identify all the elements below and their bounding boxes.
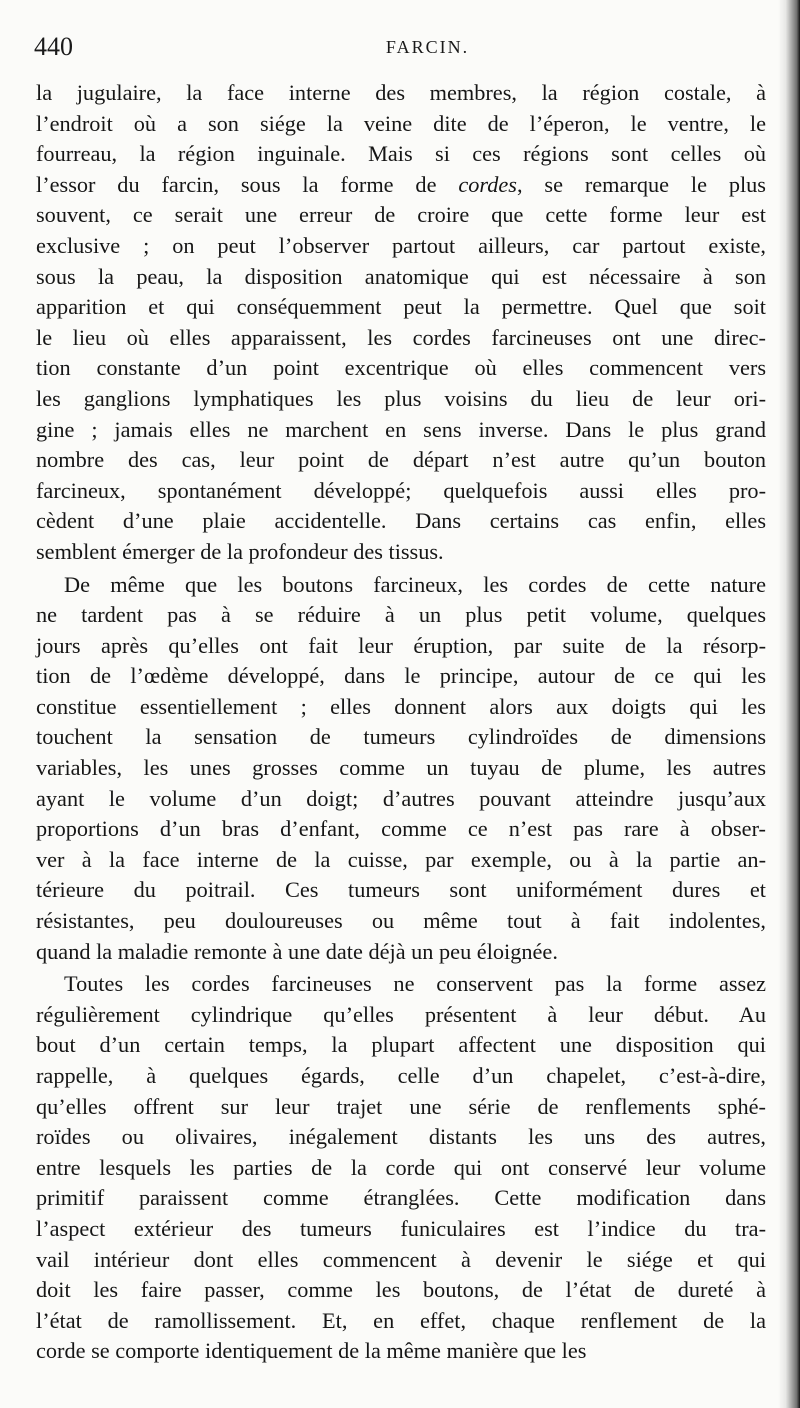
- text-line: constitue essentiellement ; elles donnent alors aux doigts qui les: [36, 693, 766, 719]
- body-text: [36, 78, 766, 1367]
- text-line: fourreau, la région inguinale. Mais si ces régions sont celles où: [36, 141, 766, 167]
- text-line: primitif paraissent comme étranglées. Cette modification dans: [36, 1185, 766, 1211]
- text-line: térieure du poitrail. Ces tumeurs sont uniformément dures et: [36, 877, 766, 903]
- text-line: corde se comporte identiquement de la même manière que les: [36, 1338, 587, 1364]
- text-line: semblent émerger de la profondeur des tissus.: [36, 538, 444, 564]
- text-line: cèdent d’une plaie accidentelle. Dans certains cas enfin, elles: [36, 508, 766, 534]
- paragraph: [36, 570, 766, 968]
- text-line: l’essor du farcin, sous la forme de cordes, se remarque le plus: [36, 171, 766, 197]
- text-line: ne tardent pas à se réduire à un plus petit volume, quelques: [36, 602, 766, 628]
- text-line: exclusive ; on peut l’observer partout ailleurs, car partout existe,: [36, 232, 766, 258]
- text-line: qu’elles offrent sur leur trajet une série de renflements sphé-: [36, 1093, 766, 1119]
- text-line: nombre des cas, leur point de départ n’est autre qu’un bouton: [36, 447, 766, 473]
- page-header: [30, 30, 765, 64]
- text-line: apparition et qui conséquemment peut la permettre. Quel que soit: [36, 294, 766, 320]
- text-line: résistantes, peu douloureuses ou même tout à fait indolentes,: [36, 908, 766, 934]
- running-head: FARCIN.: [385, 37, 470, 57]
- text-line: roïdes ou olivaires, inégalement distants les uns des autres,: [36, 1124, 766, 1150]
- text-line: entre lesquels les parties de la corde qui ont conservé leur volume: [36, 1154, 766, 1180]
- text-line: tion de l’œdème développé, dans le principe, autour de ce qui les: [36, 663, 766, 689]
- text-line: gine ; jamais elles ne marchent en sens inverse. Dans le plus grand: [36, 416, 766, 442]
- text-line: l’état de ramollissement. Et, en effet, chaque renflement de la: [36, 1307, 766, 1333]
- page-number: 440: [34, 32, 73, 61]
- text-line: Toutes les cordes farcineuses ne conservent pas la forme assez: [64, 971, 766, 997]
- text-line: les ganglions lymphatiques les plus voisins du lieu de leur ori-: [36, 385, 766, 411]
- text-line: souvent, ce serait une erreur de croire que cette forme leur est: [36, 202, 766, 228]
- text-line: sous la peau, la disposition anatomique qui est nécessaire à son: [36, 263, 766, 289]
- text-line: doit les faire passer, comme les boutons, de l’état de dureté à: [36, 1277, 766, 1303]
- text-line: variables, les unes grosses comme un tuyau de plume, les autres: [36, 755, 766, 781]
- text-line: quand la maladie remonte à une date déjà un peu éloignée.: [36, 938, 558, 964]
- text-line: l’aspect extérieur des tumeurs funiculaires est l’indice du tra-: [36, 1215, 766, 1241]
- paragraph: [36, 78, 766, 568]
- text-line: rappelle, à quelques égards, celle d’un chapelet, c’est-à-dire,: [36, 1063, 766, 1088]
- text-line: jours après qu’elles ont fait leur éruption, par suite de la résorp-: [36, 632, 766, 658]
- paragraph: [36, 969, 766, 1367]
- text-line: farcineux, spontanément développé; quelquefois aussi elles pro-: [36, 477, 766, 503]
- text-line: vail intérieur dont elles commencent à devenir le siége et qui: [36, 1246, 766, 1272]
- page-edge-shadow: [778, 0, 800, 1408]
- text-line: proportions d’un bras d’enfant, comme ce n’est pas rare à obser-: [36, 816, 766, 842]
- text-line: ayant le volume d’un doigt; d’autres pouvant atteindre jusqu’aux: [36, 785, 766, 811]
- text-line: tion constante d’un point excentrique où elles commencent vers: [36, 355, 766, 381]
- text-line: le lieu où elles apparaissent, les cordes farcineuses ont une direc-: [36, 324, 766, 350]
- text-line: la jugulaire, la face interne des membres, la région costale, à: [36, 80, 766, 105]
- text-line: De même que les boutons farcineux, les cordes de cette nature: [64, 571, 766, 597]
- text-line: l’endroit où a son siége la veine dite de l’éperon, le ventre, le: [36, 110, 766, 136]
- text-line: régulièrement cylindrique qu’elles présentent à leur début. Au: [36, 1001, 766, 1027]
- text-line: ver à la face interne de la cuisse, par exemple, ou à la partie an-: [36, 846, 766, 872]
- text-line: touchent la sensation de tumeurs cylindroïdes de dimensions: [36, 724, 766, 750]
- text-line: bout d’un certain temps, la plupart affectent une disposition qui: [36, 1032, 766, 1058]
